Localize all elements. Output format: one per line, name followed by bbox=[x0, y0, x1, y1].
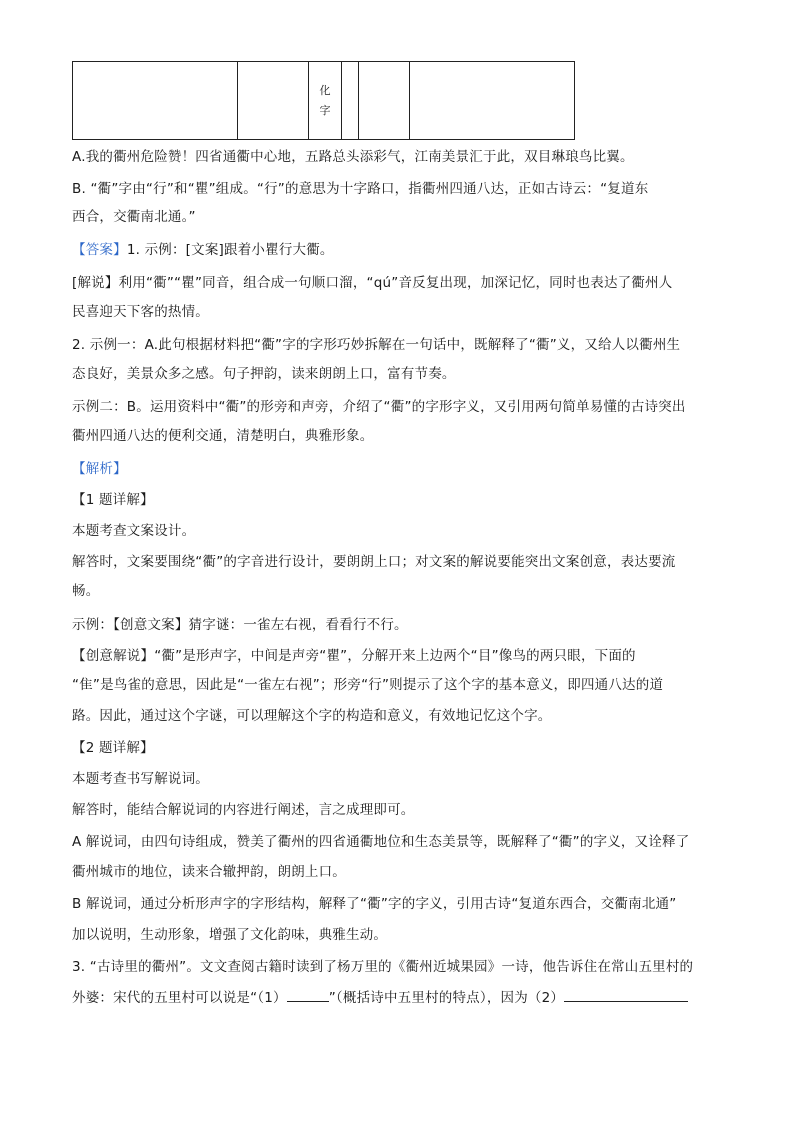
table-cell bbox=[73, 62, 238, 140]
text-line: [解说】利用“衢”“瞿”同音，组合成一句顺口溜，“qú”音反复出现，加深记忆，同时也表达了衢州人 bbox=[72, 275, 673, 291]
answer-blank-2[interactable] bbox=[564, 987, 688, 1002]
answer-tag: 【答案】 bbox=[72, 242, 127, 258]
text-line: 衢州四通八达的便利交通，清楚明白，典雅形象。 bbox=[72, 428, 374, 444]
text-line: 2. 示例一：A.此句根据材料把“衢”字的字形巧妙拆解在一句话中，既解释了“衢”义，又给人以衢州生 bbox=[72, 337, 681, 353]
text-line: 民喜迎天下客的热情。 bbox=[72, 304, 209, 320]
section-heading: 【2 题详解】 bbox=[72, 740, 154, 756]
text-line: B 解说词，通过分析形声字的字形结构，解释了“衢”字的字义，引用古诗“复道东西合，交衢南北通” bbox=[72, 896, 677, 912]
cell-char: 化 bbox=[319, 83, 331, 97]
text-line: 路。因此，通过这个字谜，可以理解这个字的构造和意义，有效地记忆这个字。 bbox=[72, 708, 552, 724]
text-line: 示例：【创意文案】猜字谜：一雀左右视，看看行不行。 bbox=[72, 617, 408, 633]
table-cell bbox=[342, 62, 359, 140]
text-line: 本题考查文案设计。 bbox=[72, 523, 196, 539]
text-line: 西合，交衢南北通。” bbox=[72, 209, 196, 225]
section-heading: 【1 题详解】 bbox=[72, 492, 154, 508]
text-line: B. “衢”字由“行”和“瞿”组成。“行”的意思为十字路口，指衢州四通八达，正如古诗云：“复道东 bbox=[72, 181, 649, 197]
answer-line bbox=[72, 240, 334, 260]
text-line: 衢州城市的地位，读来合辙押韵，朗朗上口。 bbox=[72, 864, 346, 880]
text-line: 畅。 bbox=[72, 583, 100, 599]
question-text: ”（概括诗中五里村的特点），因为（2） bbox=[328, 990, 565, 1006]
table-cell bbox=[238, 62, 309, 140]
text-line: 解答时，能结合解说词的内容进行阐述，言之成理即可。 bbox=[72, 802, 415, 818]
question-line bbox=[72, 987, 688, 1008]
text-line: 解答时，文案要围绕“衢”的字音进行设计，要朗朗上口；对文案的解说要能突出文案创意，表达要流 bbox=[72, 554, 676, 570]
table-cell bbox=[410, 62, 575, 140]
table-cell-vertical-text bbox=[309, 62, 342, 140]
table-fragment bbox=[72, 61, 575, 140]
text-line: “隹”是鸟雀的意思，因此是“一雀左右视”；形旁“行”则提示了这个字的基本意义，即四通八达的道 bbox=[72, 677, 664, 693]
answer-text: 1. 示例：[文案]跟着小瞿行大衢。 bbox=[126, 242, 334, 258]
analysis-heading: 【解析】 bbox=[72, 461, 127, 477]
cell-char: 字 bbox=[319, 103, 331, 117]
text-line: 本题考查书写解说词。 bbox=[72, 771, 209, 787]
text-line: 加以说明，生动形象，增强了文化韵味，典雅生动。 bbox=[72, 927, 388, 943]
question-text: 外婆：宋代的五里村可以说是“（1） bbox=[72, 990, 287, 1006]
answer-blank-1[interactable] bbox=[287, 987, 329, 1002]
text-line: 示例二：B。运用资料中“衢”的形旁和声旁，介绍了“衢”的字形字义，又引用两句简单易懂的古诗突出 bbox=[72, 399, 686, 415]
text-line: 态良好，美景众多之感。句子押韵，读来朗朗上口，富有节奏。 bbox=[72, 366, 456, 382]
text-line: 3. “古诗里的衢州”。文文查阅古籍时读到了杨万里的《衢州近城果园》一诗，他告诉住在常山五里村的 bbox=[72, 959, 694, 975]
text-line: A 解说词，由四句诗组成，赞美了衢州的四省通衢地位和生态美景等，既解释了“衢”的字义，又诠释了 bbox=[72, 834, 690, 850]
table-cell bbox=[359, 62, 410, 140]
text-line: A.我的衢州危险赞！四省通衢中心地，五路总头添彩气，江南美景汇于此，双目琳琅鸟比翼。 bbox=[72, 149, 634, 165]
text-line: 【创意解说】“衢”是形声字，中间是声旁“瞿”，分解开来上边两个“目”像鸟的两只眼，下面的 bbox=[72, 648, 636, 664]
